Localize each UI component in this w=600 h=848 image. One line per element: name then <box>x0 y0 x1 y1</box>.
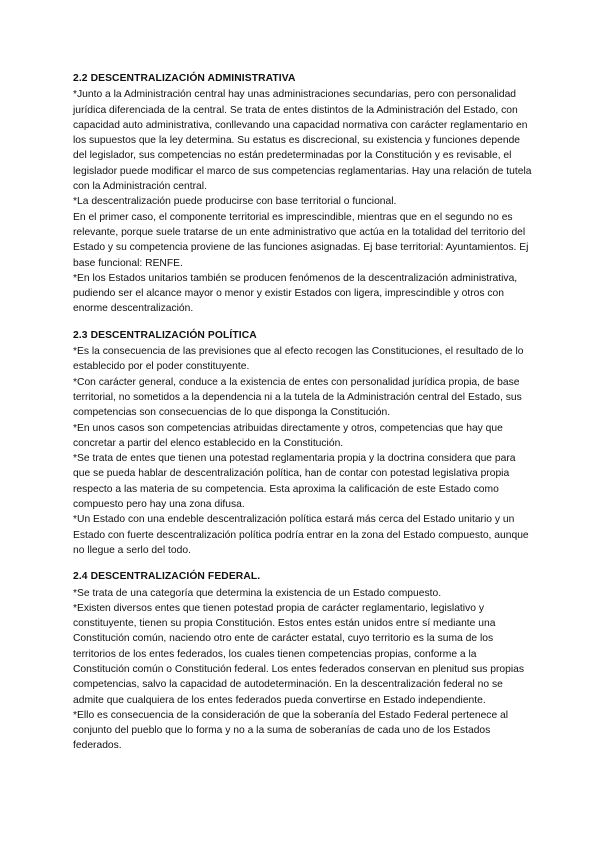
paragraph: *Es la consecuencia de las previsiones que al efecto recogen las Constituciones, el resultado de lo establecido por el poder constituyente. <box>73 346 524 373</box>
document-page <box>73 71 533 754</box>
section-title: 2.4 DESCENTRALIZACIÓN FEDERAL. <box>73 571 261 583</box>
section-descentralizacion-administrativa <box>73 71 533 317</box>
paragraph: *Se trata de una categoría que determina la existencia de un Estado compuesto. <box>73 587 442 599</box>
paragraph: *En unos casos son competencias atribuidas directamente y otros, competencias que hay que concretar a partir del elenco establecido en la Constitución. <box>73 422 503 449</box>
paragraph: *En los Estados unitarios también se producen fenómenos de la descentralización administrativa, pudiendo ser el alcance mayor o menor y existir Estados con ligera, imprescindible y otros con enorme descentralización. <box>73 272 518 315</box>
paragraph: *Existen diversos entes que tienen potestad propia de carácter reglamentario, legislativo y constituyente, tienen su propia Constitución. Estos entes están unidos entre sí mediante una Constitución común, naciendo otro ente de carácter estatal, cuyo territorio es la suma de los territorios de los entes federados, los cuales tienen competencias propias, conforme a la Constitución común o Constitución federal. Los entes federados conservan en plenitud sus propias competencias, salvo la capacidad de autodeterminación. En la descentralización federal no se admite que cualquiera de los entes federados pueda convertirse en Estado independiente. <box>73 602 525 706</box>
section-title: 2.3 DESCENTRALIZACIÓN POLÍTICA <box>73 329 257 341</box>
section-descentralizacion-politica <box>73 328 533 558</box>
paragraph: *La descentralización puede producirse con base territorial o funcional. <box>73 196 397 208</box>
paragraph: *Un Estado con una endeble descentralización política estará más cerca del Estado unitario y un Estado con fuerte descentralización política podría entrar en la zona del Estado compuesto, aunque no llegue a serlo del todo. <box>73 514 529 556</box>
section-title: 2.2 DESCENTRALIZACIÓN ADMINISTRATIVA <box>73 73 296 84</box>
paragraph: *Con carácter general, conduce a la existencia de entes con personalidad jurídica propia, de base territorial, no sometidos a la dependencia ni a la tutela de la Administración central del Estado, sus competencias son consecuencias de lo que disponga la Constitución. <box>73 376 522 419</box>
paragraph: En el primer caso, el componente territorial es imprescindible, mientras que en el segundo no es relevante, porque suele tratarse de un ente administrativo que actúa en la totalidad del territorio del Estado y su competencia proviene de las funciones asignadas. Ej base territorial: Ayuntamientos. Ej base funcional: RENFE. <box>73 211 529 269</box>
paragraph: *Se trata de entes que tienen una potestad reglamentaria propia y la doctrina considera que para que se pueda hablar de descentralización política, han de contar con potestad legislativa propia respecto a las materia de su competencia. Esta aproxima la calificación de este Estado como compuesto pero hay una zona difusa. <box>73 453 516 511</box>
paragraph: *Ello es consecuencia de la consideración de que la soberanía del Estado Federal pertenece al conjunto del pueblo que lo forma y no a la suma de soberanías de cada uno de los Estados federados. <box>73 709 509 752</box>
section-descentralizacion-federal <box>73 569 533 754</box>
paragraph: *Junto a la Administración central hay unas administraciones secundarias, pero con personalidad jurídica diferenciada de la central. Se trata de entes distintos de la Administración del Estado, con capacidad auto administrativa, conllevando una capacidad normativa con carácter reglamentario en los supuestos que la ley determina. Su estatus es discrecional, su existencia y funciones depende del legislador, sus competencias no están predeterminadas por la Constitución y es revisable, el legislador puede modificar el marco de sus competencias reglamentarias. Hay una relación de tutela con la Administración central. <box>73 89 532 193</box>
